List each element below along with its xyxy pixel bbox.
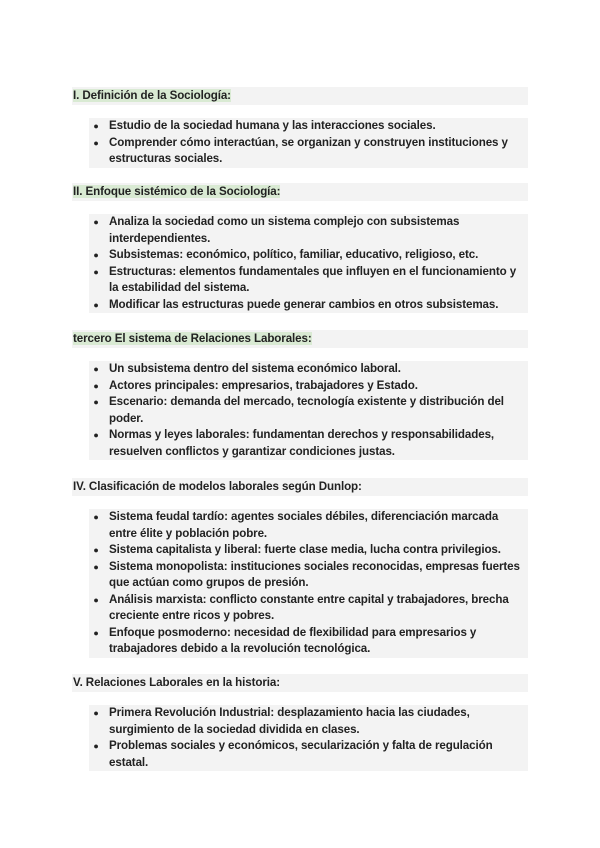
list-item-text: Comprender cómo interactúan, se organizan y construyen instituciones y estructuras sociales. [109, 135, 508, 165]
section-heading [72, 87, 528, 105]
list-item-text: Un subsistema dentro del sistema económico laboral. [109, 362, 401, 375]
bullet-icon: ● [93, 250, 99, 260]
list-item [89, 559, 528, 592]
bullet-icon: ● [93, 397, 99, 407]
bullet-list [89, 118, 528, 168]
list-item-text: Sistema capitalista y liberal: fuerte clase media, lucha contra privilegios. [109, 543, 501, 556]
list-item [89, 214, 528, 247]
list-item-text: Escenario: demanda del mercado, tecnología existente y distribución del poder. [109, 395, 504, 425]
bullet-icon: ● [93, 594, 99, 605]
bullet-icon: ● [93, 380, 99, 391]
bullet-icon: ● [93, 512, 99, 522]
bullet-icon: ● [93, 430, 99, 440]
list-item [89, 135, 528, 168]
list-item [89, 427, 528, 460]
section-historia [72, 674, 528, 771]
heading-text: V. Relaciones Laborales en la historia: [73, 676, 281, 689]
list-item [89, 264, 528, 297]
bullet-icon: ● [93, 217, 99, 227]
list-item [89, 394, 528, 427]
heading-text: II. Enfoque sistémico de la Sociología: [73, 185, 281, 198]
list-item-text: Analiza la sociedad como un sistema complejo con subsistemas interdependientes. [109, 215, 460, 245]
list-item-text: Sistema feudal tardío: agentes sociales débiles, diferenciación marcada entre élite y población pobre. [109, 510, 499, 540]
bullet-icon: ● [93, 364, 99, 374]
section-relaciones-laborales [72, 330, 528, 460]
list-item-text: Subsistemas: económico, político, familiar, educativo, religioso, etc. [109, 248, 479, 261]
list-item-text: Estructuras: elementos fundamentales que influyen en el funcionamiento y la estabilidad del sistema. [109, 264, 517, 294]
section-heading [72, 478, 528, 496]
list-item-text: Actores principales: empresarios, trabajadores y Estado. [109, 378, 418, 392]
list-item-text: Enfoque posmoderno: necesidad de flexibilidad para empresarios y trabajadores debido a la revolución tecnológica. [109, 625, 477, 655]
list-item [89, 738, 528, 771]
section-modelos-dunlop [72, 478, 528, 658]
bullet-icon: ● [93, 266, 99, 277]
heading-text: tercero El sistema de Relaciones Laborales: [73, 332, 312, 345]
list-item [89, 247, 528, 264]
list-item-text: Sistema monopolista: instituciones sociales reconocidas, empresas fuertes que actúan como grupos de presión. [109, 559, 520, 589]
list-item [89, 297, 528, 314]
list-item [89, 542, 528, 559]
bullet-icon: ● [93, 121, 99, 131]
section-heading [72, 674, 528, 692]
section-heading [72, 183, 528, 201]
heading-text: IV. Clasificación de modelos laborales según Dunlop: [73, 480, 362, 493]
bullet-icon: ● [93, 708, 99, 718]
bullet-icon: ● [93, 741, 99, 751]
list-item-text: Problemas sociales y económicos, secularización y falta de regulación estatal. [109, 739, 493, 769]
section-definicion [72, 87, 528, 168]
bullet-list [89, 705, 528, 771]
bullet-list [89, 214, 528, 313]
list-item-text: Estudio de la sociedad humana y las interacciones sociales. [109, 119, 436, 132]
list-item-text: Normas y leyes laborales: fundamentan derechos y responsabilidades, resuelven conflictos y garantizar condiciones justas. [109, 428, 495, 458]
list-item [89, 705, 528, 738]
list-item [89, 361, 528, 378]
bullet-list [89, 509, 528, 658]
list-item [89, 118, 528, 135]
bullet-list [89, 361, 528, 460]
list-item-text: Análisis marxista: conflicto constante entre capital y trabajadores, brecha creciente entre ricos y pobres. [109, 592, 509, 622]
bullet-icon: ● [93, 299, 99, 310]
section-enfoque-sistemico [72, 183, 528, 313]
bullet-icon: ● [93, 545, 99, 555]
bullet-icon: ● [93, 561, 99, 572]
list-item-text: Primera Revolución Industrial: desplazamiento hacia las ciudades, surgimiento de la sociedad dividida en clases. [109, 706, 470, 736]
bullet-icon: ● [93, 137, 99, 148]
list-item [89, 378, 528, 395]
list-item-text: Modificar las estructuras puede generar cambios en otros subsistemas. [109, 297, 499, 311]
heading-text: I. Definición de la Sociología: [73, 89, 231, 102]
bullet-icon: ● [93, 627, 99, 638]
list-item [89, 625, 528, 658]
list-item [89, 592, 528, 625]
list-item [89, 509, 528, 542]
section-heading [72, 330, 528, 348]
